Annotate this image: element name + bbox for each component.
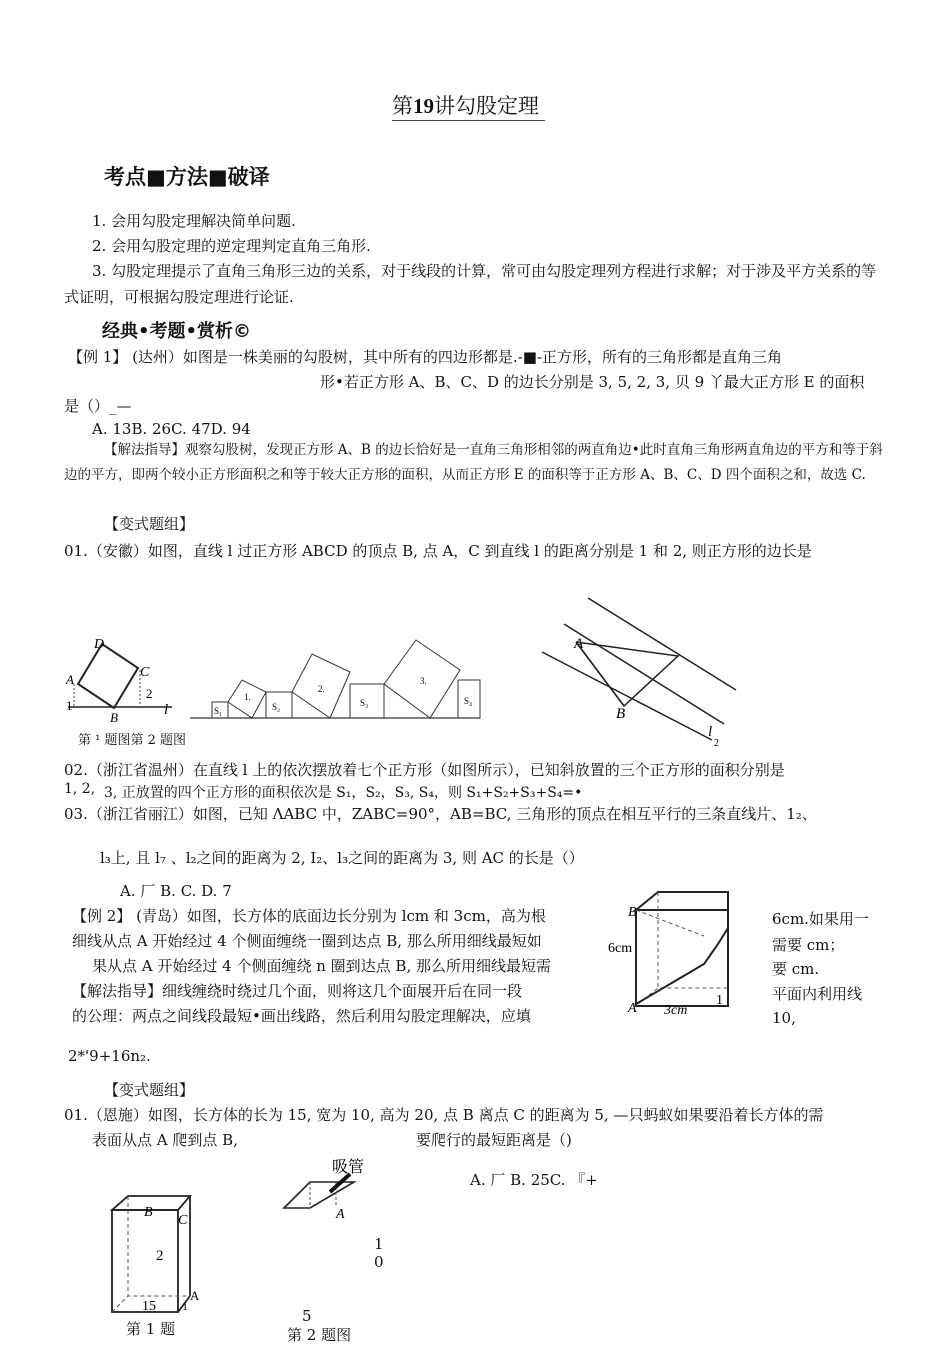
fig2-label-1: 1.	[244, 692, 251, 702]
question-2-01-options: A. 厂 B. 25C. 『+	[470, 1171, 598, 1189]
fig3-label-A: A	[574, 636, 584, 652]
fig1-label-B: B	[110, 710, 118, 725]
figure-ant-box	[100, 1192, 212, 1316]
variant-label-1: 【变式题组】	[104, 515, 195, 533]
figure-parallel-lines	[538, 594, 748, 749]
fig-ex2-depth: 1	[716, 993, 723, 1008]
section-heading-key-points: 考点■方法■破译	[104, 165, 270, 189]
variant-label-2: 【变式题组】	[104, 1081, 195, 1099]
example-2-right-5: 10,	[772, 1009, 796, 1027]
example-2-right-3: 要 cm.	[772, 960, 820, 978]
question-1-01: 01.（安徽）如图，直线 l 过正方形 ABCD 的顶点 B, 点 A，C 到直线 l 的距离分别是 1 和 2, 则正方形的边长是	[64, 542, 812, 560]
fig1-label-C: C	[140, 665, 150, 680]
question-1-03-line-2: l₃上, 且 l₇ 、l₂之间的距离为 2, I₂、l₃之间的距离为 3, 则 AC 的长是（）	[100, 849, 584, 867]
example-1-line-2: 形•若正方形 A、B、C、D 的边长分别是 3, 5, 2, 3, 贝 9 丫最大正方形 E 的面积	[320, 373, 865, 391]
question-1-02-line-1: 02.（浙江省温州）在直线 l 上的依次摆放着七个正方形（如图所示），已知斜放置的三个正方形的面积分别是	[64, 761, 785, 779]
fig2-label-2: 2.	[318, 684, 325, 694]
example-2-formula: 2*'9+16n₂.	[68, 1047, 151, 1065]
page-title: 第19讲勾股定理	[392, 92, 545, 121]
question-1-03-line-1: 03.（浙江省丽江）如图，已知 ΛABC 中，ZABC=90°，AB=BC, 三角形的顶点在相互平行的三条直线片、1₂、	[64, 805, 817, 823]
section-heading-classic: 经典•考题•赏析©	[102, 321, 252, 342]
example-2-right-1: 6cm.如果用一	[772, 910, 869, 928]
fig3-label-sub: 2	[714, 738, 719, 749]
straw-label-A: A	[336, 1207, 345, 1222]
fig1-label-D: D	[94, 637, 105, 652]
box-label-B: B	[144, 1205, 153, 1220]
example-2-line-2: 细线从点 A 开始经过 4 个侧面缠绕一圈到达点 B, 那么所用细线最短如	[72, 932, 542, 950]
fig1-distance-1: 1	[66, 698, 73, 713]
example-1-options: A. 13B. 26C. 47D. 94	[92, 420, 251, 438]
example-2-line-4: 【解法指导】细线缠绕时绕过几个面，则将这几个面展开后在同一段	[72, 982, 523, 1000]
straw-label: 吸管	[332, 1159, 365, 1176]
fig1-label-A: A	[66, 672, 74, 687]
fig3-label-l: l	[708, 724, 713, 740]
straw-figure-caption: 第 2 题图	[287, 1326, 352, 1344]
fig2-label-S4: S₄	[464, 696, 473, 706]
straw-number-0: 0	[374, 1253, 384, 1271]
figure-seven-squares	[190, 640, 482, 720]
question-1-02-line-2a: 1, 2,	[64, 781, 96, 797]
fig-ex2-label-B: B	[628, 905, 637, 920]
example-2-line-5: 的公理：两点之间线段最短•画出线路，然后利用勾股定理解决，应填	[72, 1007, 531, 1025]
question-1-02-line-2b: 3, 正放置的四个正方形的面积依次是 S₁，S₂，S₃, S₄，则 S₁+S₂+S₃+S₄=•	[104, 785, 583, 801]
box-width: 1	[182, 1299, 188, 1313]
example-2-line-1: 【例 2】 (青岛）如图，长方体的底面边长分别为 lcm 和 3cm，高为根	[72, 907, 546, 925]
fig-ex2-label-A: A	[628, 1001, 637, 1016]
figure-cuboid-string	[606, 888, 766, 1020]
question-2-01-line-2b: 要爬行的最短距离是（)	[416, 1131, 572, 1149]
box-figure-caption: 第 1 题	[126, 1320, 176, 1338]
question-1-03-options: A. 厂 B. C. D. 7	[120, 882, 232, 900]
fig2-label-S2: S₂	[272, 702, 281, 712]
key-point-1: 1. 会用勾股定理解决简单问题.	[92, 212, 296, 230]
question-2-01-line-1: 01.（恩施）如图，长方体的长为 15, 宽为 10, 高为 20, 点 B 离点 C 的距离为 5, —只蚂蚁如果要沿着长方体的需	[64, 1106, 824, 1124]
example-2-right-4: 平面内利用线	[772, 985, 863, 1003]
box-label-A: A	[190, 1288, 200, 1303]
straw-number-1: 1	[374, 1235, 384, 1253]
fig3-label-B: B	[616, 706, 626, 722]
example-2-right-2: 需要 cm；	[772, 936, 845, 954]
figure-caption-1-2: 第 ¹ 题图第 2 题图	[78, 733, 187, 748]
box-length: 15	[142, 1299, 156, 1314]
fig2-label-S3: S₃	[360, 698, 369, 708]
fig-ex2-width: 3cm	[664, 1003, 688, 1018]
figure-tilted-square	[60, 630, 180, 730]
key-point-3: 3. 勾股定理提示了直角三角形三边的关系，对于线段的计算，常可由勾股定理列方程进行求解；对于涉及平方关系的等式证明，可根据勾股定理进行论证.	[64, 262, 877, 306]
fig1-distance-2: 2	[146, 686, 153, 701]
fig-ex2-height: 6cm	[608, 941, 633, 956]
fig2-label-S1: S₁	[214, 706, 223, 716]
example-1-line-1: 【例 1】 (达州）如图是一株美丽的勾股树，其中所有的四边形都是.-■-正方形，所有的三角形都是直角三角	[68, 348, 783, 366]
question-2-01-line-2a: 表面从点 A 爬到点 B,	[92, 1131, 238, 1149]
key-point-2: 2. 会用勾股定理的逆定理判定直角三角形.	[92, 237, 371, 255]
example-1-hint: 【解法指导】观察勾股树，发现正方形 A、B 的边长恰好是一直角三角形相邻的两直角边•此时直角三角形两直角边的平方和等于斜边的平方，即两个较小正方形面积之和等于较大正方形的面积，从而正方形 E 的面积等于正方形 A、B、C、D 四个面积之和，故选 C.	[64, 442, 883, 483]
straw-number-5: 5	[302, 1307, 312, 1325]
example-2-line-3: 果从点 A 开始经过 4 个侧面缠绕 n 圈到达点 B, 那么所用细线最短需	[92, 957, 551, 975]
box-label-C: C	[178, 1213, 188, 1228]
figure-straw-cup	[280, 1152, 390, 1222]
fig2-label-3: 3.	[420, 676, 427, 686]
box-height: 2	[156, 1248, 164, 1264]
example-1-line-3: 是（）_—	[64, 397, 132, 415]
fig1-label-l: l	[164, 702, 169, 718]
